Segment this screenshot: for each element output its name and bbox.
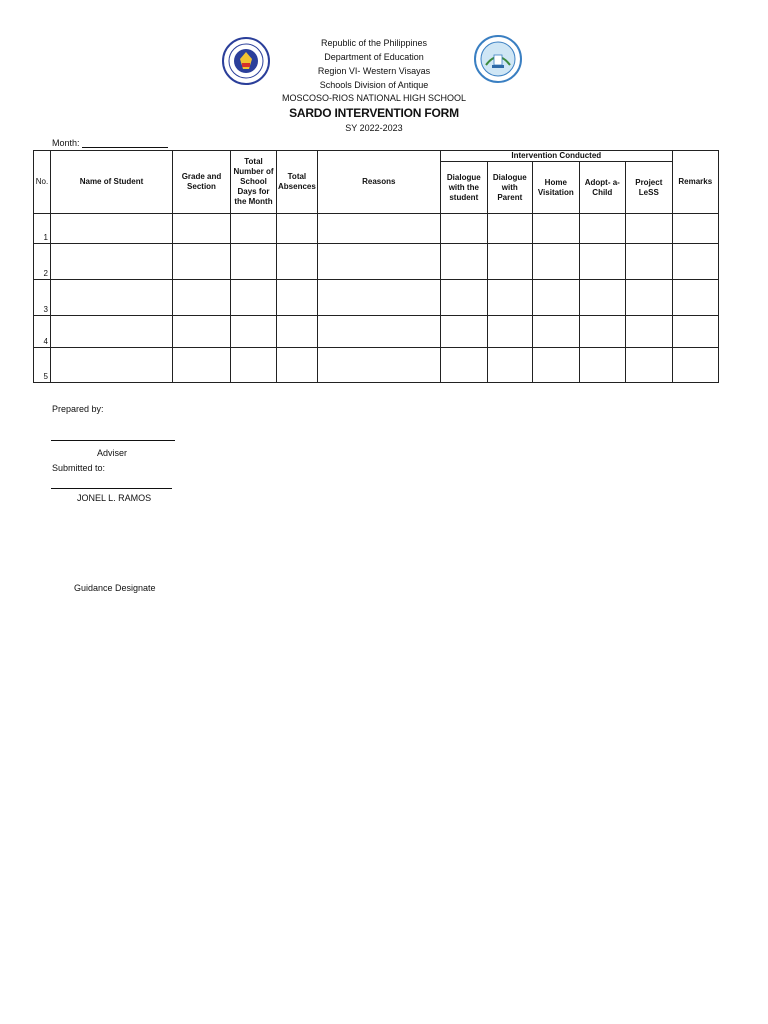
header-project-less: Project LeSS [625, 162, 672, 214]
cell-project-less[interactable] [625, 214, 672, 244]
month-label: Month: [52, 138, 80, 148]
school-year: SY 2022-2023 [345, 123, 403, 133]
header-intervention-conducted: Intervention Conducted [440, 151, 672, 162]
cell-home-visitation[interactable] [532, 214, 579, 244]
cell-days[interactable] [231, 348, 277, 383]
cell-home-visitation[interactable] [532, 280, 579, 316]
cell-project-less[interactable] [625, 348, 672, 383]
header-region: Region VI- Western Visayas [317, 66, 431, 76]
cell-days[interactable] [231, 280, 277, 316]
month-field [52, 138, 168, 148]
cell-adopt-a-child[interactable] [579, 316, 625, 348]
cell-absences[interactable] [277, 316, 318, 348]
table-row [34, 214, 719, 244]
cell-dialogue-student[interactable] [440, 214, 487, 244]
cell-reasons[interactable] [317, 280, 440, 316]
cell-dialogue-parent[interactable] [487, 316, 532, 348]
cell-reasons[interactable] [317, 316, 440, 348]
header-grade-and-section: Grade and Section [173, 151, 231, 214]
header-total-absences: Total Absences [277, 151, 318, 214]
table-row [34, 348, 719, 383]
cell-remarks[interactable] [672, 316, 718, 348]
cell-project-less[interactable] [625, 280, 672, 316]
submitted-to-label: Submitted to: [52, 463, 106, 473]
cell-adopt-a-child[interactable] [579, 214, 625, 244]
cell-grade[interactable] [173, 348, 231, 383]
header-remarks: Remarks [672, 151, 718, 214]
cell-project-less[interactable] [625, 316, 672, 348]
cell-name[interactable] [51, 244, 173, 280]
cell-absences[interactable] [277, 214, 318, 244]
cell-days[interactable] [231, 214, 277, 244]
recipient-signature-line [51, 488, 172, 489]
cell-name[interactable] [51, 280, 173, 316]
cell-dialogue-parent[interactable] [487, 244, 532, 280]
row-number: 1 [34, 214, 51, 244]
cell-adopt-a-child[interactable] [579, 280, 625, 316]
cell-days[interactable] [231, 244, 277, 280]
adviser-signature-line [51, 440, 175, 441]
recipient-name: JONEL L. RAMOS [77, 493, 152, 503]
header-reasons: Reasons [317, 151, 440, 214]
cell-name[interactable] [51, 316, 173, 348]
cell-grade[interactable] [173, 316, 231, 348]
cell-grade[interactable] [173, 244, 231, 280]
header-dialogue-parent: Dialogue with Parent [487, 162, 532, 214]
header-name-of-student: Name of Student [51, 151, 173, 214]
header-department: Department of Education [324, 52, 424, 62]
cell-dialogue-student[interactable] [440, 244, 487, 280]
row-number: 4 [34, 316, 51, 348]
cell-remarks[interactable] [672, 244, 718, 280]
prepared-by-label: Prepared by: [52, 404, 104, 414]
cell-dialogue-student[interactable] [440, 348, 487, 383]
row-number: 3 [34, 280, 51, 316]
cell-absences[interactable] [277, 244, 318, 280]
header-country: Republic of the Philippines [320, 38, 428, 48]
cell-remarks[interactable] [672, 280, 718, 316]
row-number: 2 [34, 244, 51, 280]
cell-grade[interactable] [173, 214, 231, 244]
header-adopt-a-child: Adopt- a- Child [579, 162, 625, 214]
header-no: No. [34, 151, 51, 214]
cell-name[interactable] [51, 214, 173, 244]
adviser-label: Adviser [97, 448, 128, 458]
page-title: SARDO INTERVENTION FORM [289, 106, 459, 120]
cell-home-visitation[interactable] [532, 348, 579, 383]
recipient-designation: Guidance Designate [74, 583, 156, 593]
cell-reasons[interactable] [317, 244, 440, 280]
cell-dialogue-parent[interactable] [487, 280, 532, 316]
cell-dialogue-student[interactable] [440, 316, 487, 348]
cell-home-visitation[interactable] [532, 316, 579, 348]
cell-absences[interactable] [277, 348, 318, 383]
cell-project-less[interactable] [625, 244, 672, 280]
cell-reasons[interactable] [317, 214, 440, 244]
cell-dialogue-student[interactable] [440, 280, 487, 316]
cell-home-visitation[interactable] [532, 244, 579, 280]
cell-grade[interactable] [173, 280, 231, 316]
cell-reasons[interactable] [317, 348, 440, 383]
table-row [34, 316, 719, 348]
month-blank-line [82, 138, 168, 148]
table-row [34, 280, 719, 316]
cell-dialogue-parent[interactable] [487, 348, 532, 383]
intervention-table [33, 150, 719, 383]
cell-adopt-a-child[interactable] [579, 244, 625, 280]
row-number: 5 [34, 348, 51, 383]
header-home-visitation: Home Visitation [532, 162, 579, 214]
cell-days[interactable] [231, 316, 277, 348]
cell-adopt-a-child[interactable] [579, 348, 625, 383]
header-total-school-days: Total Number of School Days for the Month [231, 151, 277, 214]
cell-absences[interactable] [277, 280, 318, 316]
cell-remarks[interactable] [672, 348, 718, 383]
header-school: MOSCOSO-RIOS NATIONAL HIGH SCHOOL [281, 93, 467, 103]
header-dialogue-student: Dialogue with the student [440, 162, 487, 214]
cell-dialogue-parent[interactable] [487, 214, 532, 244]
table-row [34, 244, 719, 280]
cell-name[interactable] [51, 348, 173, 383]
cell-remarks[interactable] [672, 214, 718, 244]
header-division: Schools Division of Antique [319, 80, 429, 90]
